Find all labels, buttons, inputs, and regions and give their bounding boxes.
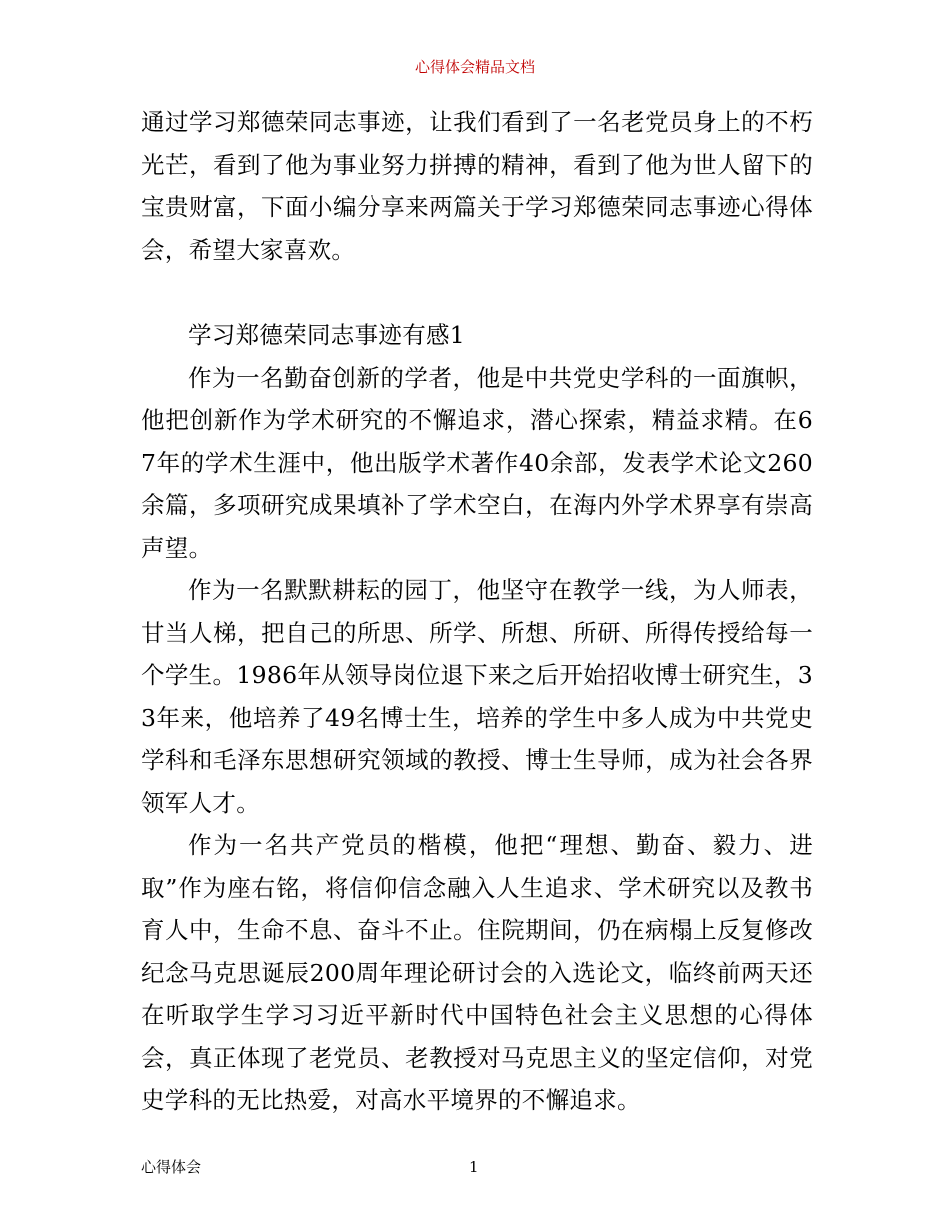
- body-paragraph: 作为一名勤奋创新的学者，他是中共党史学科的一面旗帜，他把创新作为学术研究的不懈追求，潜心探索，精益求精。在67年的学术生涯中，他出版学术著作40余部，发表学术论文260余篇，多项研究成果填补了学术空白，在海内外学术界享有崇高声望。: [141, 363, 813, 562]
- page-footer-label: 心得体会: [141, 1158, 202, 1176]
- body-paragraph: 作为一名默默耕耘的园丁，他坚守在教学一线，为人师表，甘当人梯，把自己的所思、所学、所想、所研、所得传授给每一个学生。1986年从领导岗位退下来之后开始招收博士研究生，33年来，他培养了49名博士生，培养的学生中多人成为中共党史学科和毛泽东思想研究领域的教授、博士生导师，成为社会各界领军人才。: [141, 576, 813, 817]
- page-header-title: 心得体会精品文档: [414, 58, 535, 76]
- section-heading: 学习郑德荣同志事迹有感1: [188, 321, 466, 349]
- page-number: 1: [469, 1158, 479, 1176]
- intro-paragraph: 通过学习郑德荣同志事迹，让我们看到了一名老党员身上的不朽光芒，看到了他为事业努力拼搏的精神，看到了他为世人留下的宝贵财富，下面小编分享来两篇关于学习郑德荣同志事迹心得体会，希望大家喜欢。: [141, 108, 813, 264]
- body-paragraph: 作为一名共产党员的楷模，他把“理想、勤奋、毅力、进取”作为座右铭，将信仰信念融入人生追求、学术研究以及教书育人中，生命不息、奋斗不止。住院期间，仍在病榻上反复修改纪念马克思诞辰200周年理论研讨会的入选论文，临终前两天还在听取学生学习习近平新时代中国特色社会主义思想的心得体会，真正体现了老党员、老教授对马克思主义的坚定信仰，对党史学科的无比热爱，对高水平境界的不懈追求。: [141, 831, 813, 1114]
- document-body: [141, 101, 813, 1122]
